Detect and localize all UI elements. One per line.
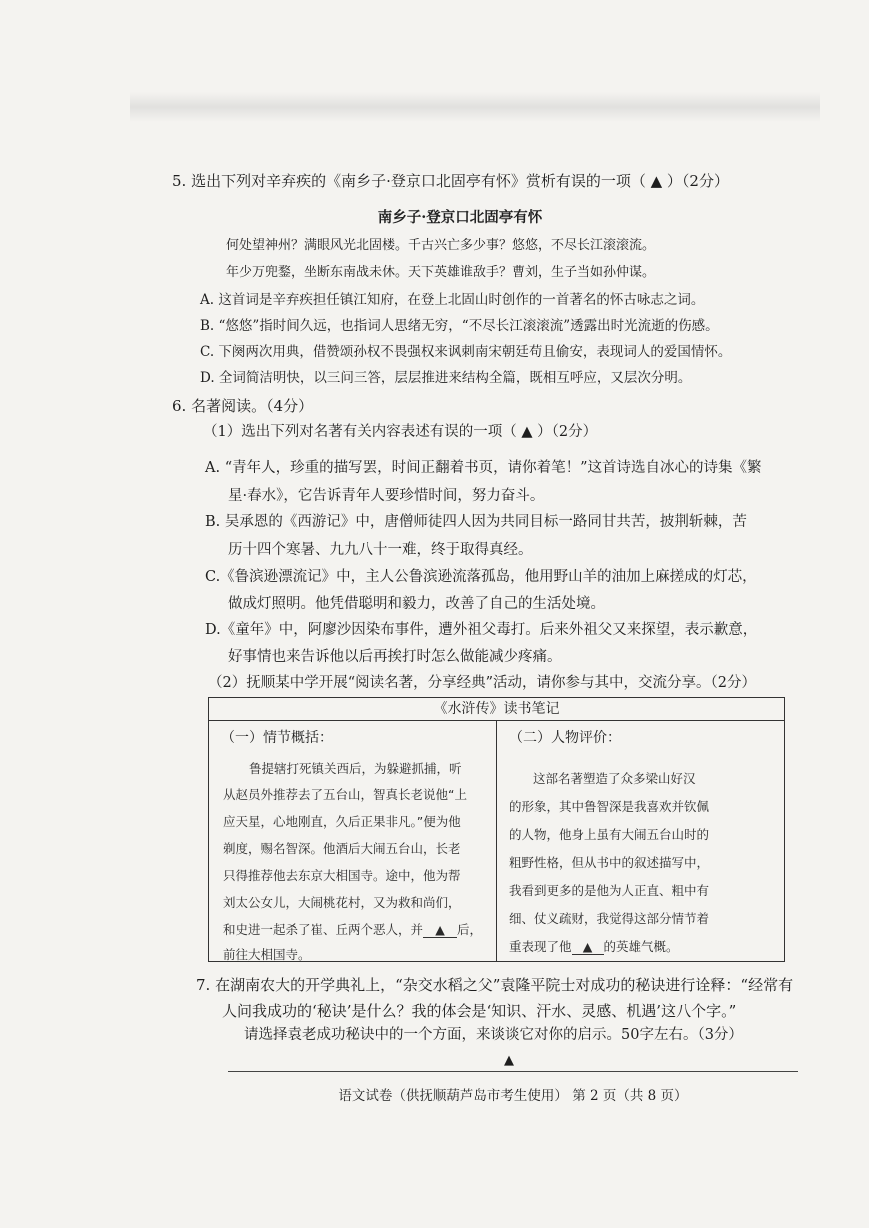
plot-summary-cell [209, 721, 497, 962]
q6-option-b-line2: 历十四个寒暑、九九八十一难，终于取得真经。 [228, 542, 533, 558]
plot-line-7-text: 和史进一起杀了崔、丘两个恶人，并 [223, 922, 424, 937]
q5-option-c: C. 下阕两次用典，借赞颂孙权不畏强权来讽刺南宋朝廷苟且偷安，表现词人的爱国情怀。 [200, 344, 732, 360]
q5-option-a: A. 这首词是辛弃疾担任镇江知府，在登上北固山时创作的一首著名的怀古咏志之词。 [200, 292, 705, 308]
q7-answer-area[interactable]: ▲ [504, 1053, 514, 1068]
plot-line-7 [223, 920, 482, 938]
q6-option-d-line1: D.《童年》中，阿廖沙因染布事件，遭外祖父毒打。后来外祖父又来探望，表示歉意， [205, 622, 758, 638]
plot-line-8: 前往大相国寺。 [223, 947, 311, 962]
plot-line-3: 应天星，心地刚直，久后正果非凡。”便为他 [223, 814, 461, 829]
eval-line-4: 粗野性格，但从书中的叙述描写中， [509, 855, 710, 870]
character-evaluation-cell [497, 721, 785, 962]
eval-line-1: 这部名著塑造了众多梁山好汉 [533, 771, 696, 786]
eval-line-3: 的人物，他身上虽有大闹五台山时的 [509, 827, 710, 842]
q6-sub2: （2）抚顺某中学开展“阅读名著，分享经典”活动，请你参与其中，交流分享。（2分） [208, 675, 757, 691]
plot-line-5: 只得推荐他去东京大相国寺。途中，他为帮 [223, 868, 461, 883]
plot-line-1: 鲁提辖打死镇关西后，为躲避抓捕，听 [249, 761, 462, 776]
q5-option-d: D. 全词简洁明快，以三问三答，层层推进来结构全篇，既相互呼应，又层次分明。 [200, 370, 692, 386]
plot-line-6: 刘太公女儿，大闹桃花村，又为救和尚们， [223, 895, 461, 910]
poem-title: 南乡子·登京口北固亭有怀 [377, 209, 543, 226]
answer-line [228, 1071, 798, 1072]
q7-line-3: 请选择袁老成功秘诀中的一个方面，来谈谈它对你的启示。50字左右。（3分） [244, 1027, 743, 1043]
scan-shadow [130, 92, 820, 122]
q6-option-b-line1: B. 吴承恩的《西游记》中，唐僧师徒四人因为共同目标一路同甘共苦，披荆斩棘，苦 [205, 514, 747, 530]
eval-line-7-tail: 的英雄气概。 [603, 939, 679, 954]
q5-option-b: B. “悠悠”指时间久远，也指词人思绪无穷，“不尽长江滚滚流”透露出时光流逝的伤感。 [200, 318, 719, 334]
q6-option-d-line2: 好事情也来告诉他以后再挨打时怎么做能减少疼痛。 [228, 649, 562, 665]
eval-line-2: 的形象，其中鲁智深是我喜欢并钦佩 [509, 799, 710, 814]
plot-summary-heading: （一）情节概括： [221, 730, 333, 746]
plot-line-2: 从赵员外推荐去了五台山，智真长老说他“上 [223, 787, 467, 802]
q6-sub1: （1）选出下列对名著有关内容表述有误的一项（ ▲ ）（2分） [203, 424, 598, 440]
character-evaluation-heading: （二）人物评价： [509, 730, 621, 746]
page-footer: 语文试卷（供抚顺葫芦岛市考生使用） 第 2 页（共 8 页） [338, 1088, 688, 1104]
q6-option-c-line1: C.《鲁滨逊漂流记》中，主人公鲁滨逊流落孤岛，他用野山羊的油加上麻搓成的灯芯， [205, 569, 757, 585]
eval-line-7 [509, 937, 679, 955]
q6-option-a-line1: A. “青年人，珍重的描写罢，时间正翻着书页，请你着笔！”这首诗选自冰心的诗集《繁 [205, 460, 762, 476]
q6-option-a-line2: 星·春水》，它告诉青年人要珍惜时间，努力奋斗。 [228, 488, 545, 504]
poem-line-1: 何处望神州？满眼风光北固楼。千古兴亡多少事？悠悠，不尽长江滚滚流。 [226, 238, 656, 253]
poem-line-2: 年少万兜鍪，坐断东南战未休。天下英雄谁敌手？曹刘，生子当如孙仲谋。 [226, 265, 656, 280]
plot-line-4: 剃度，赐名智深。他酒后大闹五台山，长老 [223, 841, 461, 856]
eval-line-6: 细、仗义疏财，我觉得这部分情节着 [509, 911, 710, 926]
q6-stem: 6. 名著阅读。（4分） [172, 397, 314, 415]
eval-line-5: 我看到更多的是他为人正直、粗中有 [509, 883, 710, 898]
plot-answer-blank[interactable]: ▲ [423, 922, 457, 938]
reading-note-title: 《水浒传》读书笔记 [209, 698, 785, 721]
q7-line-2: 人问我成功的‘秘诀’是什么？我的体会是‘知识、汗水、灵感、机遇’这八个字。” [222, 1002, 737, 1020]
evaluation-answer-blank[interactable]: ▲ [572, 939, 604, 955]
eval-line-7-text: 重表现了他 [509, 939, 572, 954]
q5-stem: 5. 选出下列对辛弃疾的《南乡子·登京口北固亭有怀》赏析有误的一项（ ▲ ）（2分） [172, 172, 729, 190]
reading-note-table [208, 697, 785, 962]
q7-line-1: 7. 在湖南农大的开学典礼上，“杂交水稻之父”袁隆平院士对成功的秘诀进行诠释：“经常有 [196, 976, 794, 994]
plot-line-7-tail: 后， [457, 922, 483, 937]
q6-option-c-line2: 做成灯照明。他凭借聪明和毅力，改善了自己的生活处境。 [228, 596, 605, 612]
